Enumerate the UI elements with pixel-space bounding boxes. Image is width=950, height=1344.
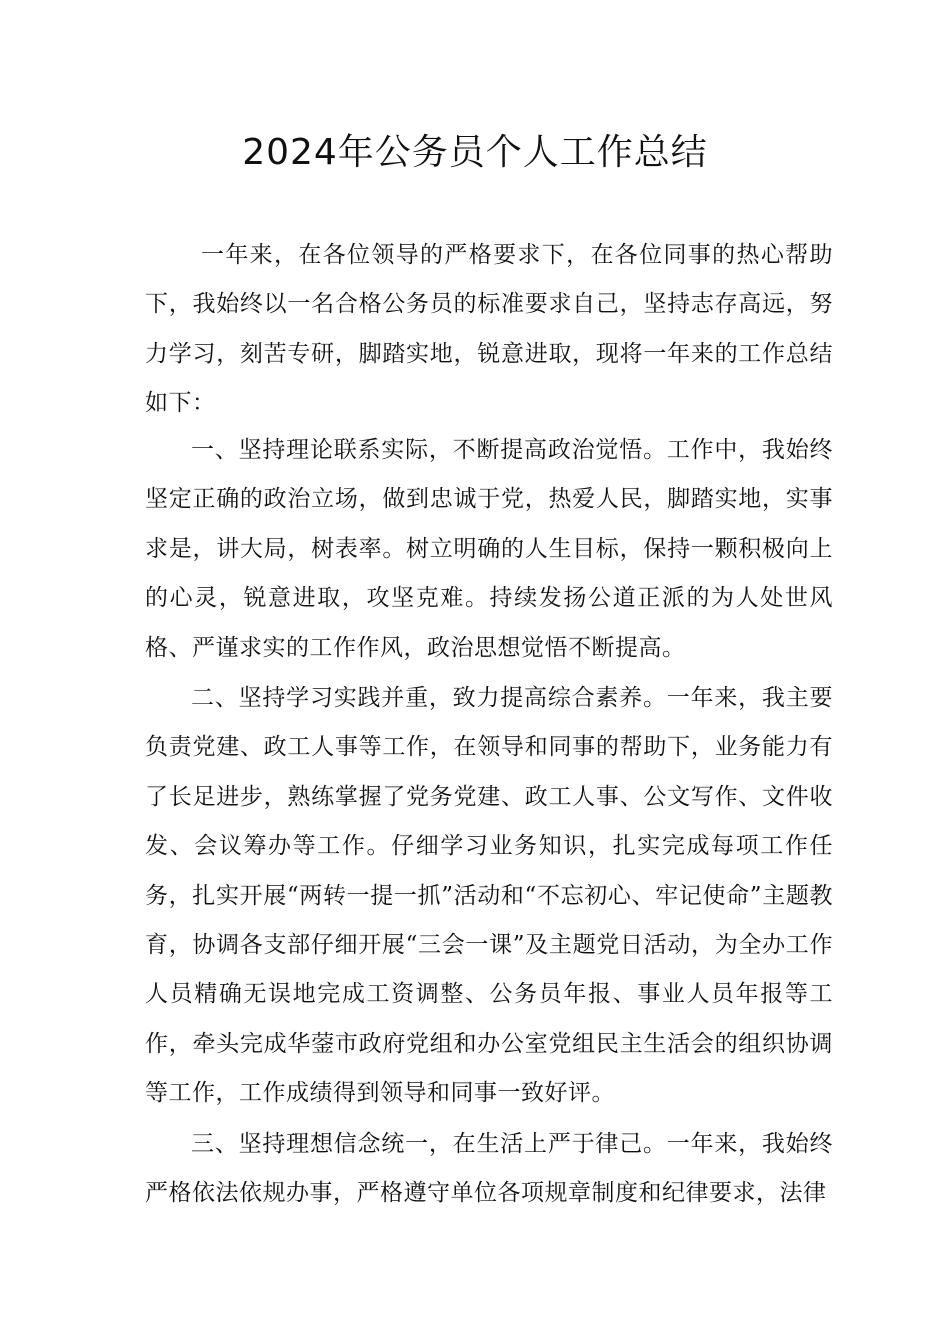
intro-paragraph: 一年来，在各位领导的严格要求下，在各位同事的热心帮助下，我始终以一名合格公务员的标准要求自己，坚持志存高远，努力学习，刻苦专研，脚踏实地，锐意进取，现将一年来的工作总结如下： bbox=[145, 242, 833, 417]
section-two-paragraph: 二、坚持学习实践并重，致力提高综合素养。一年来，我主要负责党建、政工人事等工作，在领导和同事的帮助下，业务能力有了长足进步，熟练掌握了党务党建、政工人事、公文写作、文件收发、会议筹办等工作。仔细学习业务知识，扎实完成每项工作任务，扎实开展“两转一提一抓”活动和“不忘初心、牢记使命”主题教育，协调各支部仔细开展“三会一课”及主题党日活动，为全办工作人员精确无误地完成工资调整、公务员年报、事业人员年报等工作，牵头完成华蓥市政府党组和办公室党组民主生活会的组织协调等工作，工作成绩得到领导和同事一致好评。 bbox=[145, 685, 833, 1107]
section-one-paragraph: 一、坚持理论联系实际，不断提高政治觉悟。工作中，我始终坚定正确的政治立场，做到忠诚于党，热爱人民，脚踏实地，实事求是，讲大局，树表率。树立明确的人生目标，保持一颗积极向上的心灵，锐意进取，攻坚克难。持续发扬公道正派的为人处世风格、严谨求实的工作作风，政治思想觉悟不断提高。 bbox=[145, 437, 833, 661]
document-title: 2024年公务员个人工作总结 bbox=[242, 132, 708, 173]
section-three-paragraph: 三、坚持理想信念统一，在生活上严于律己。一年来，我始终严格依法依规办事，严格遵守单位各项规章制度和纪律要求，法律 bbox=[145, 1131, 833, 1207]
